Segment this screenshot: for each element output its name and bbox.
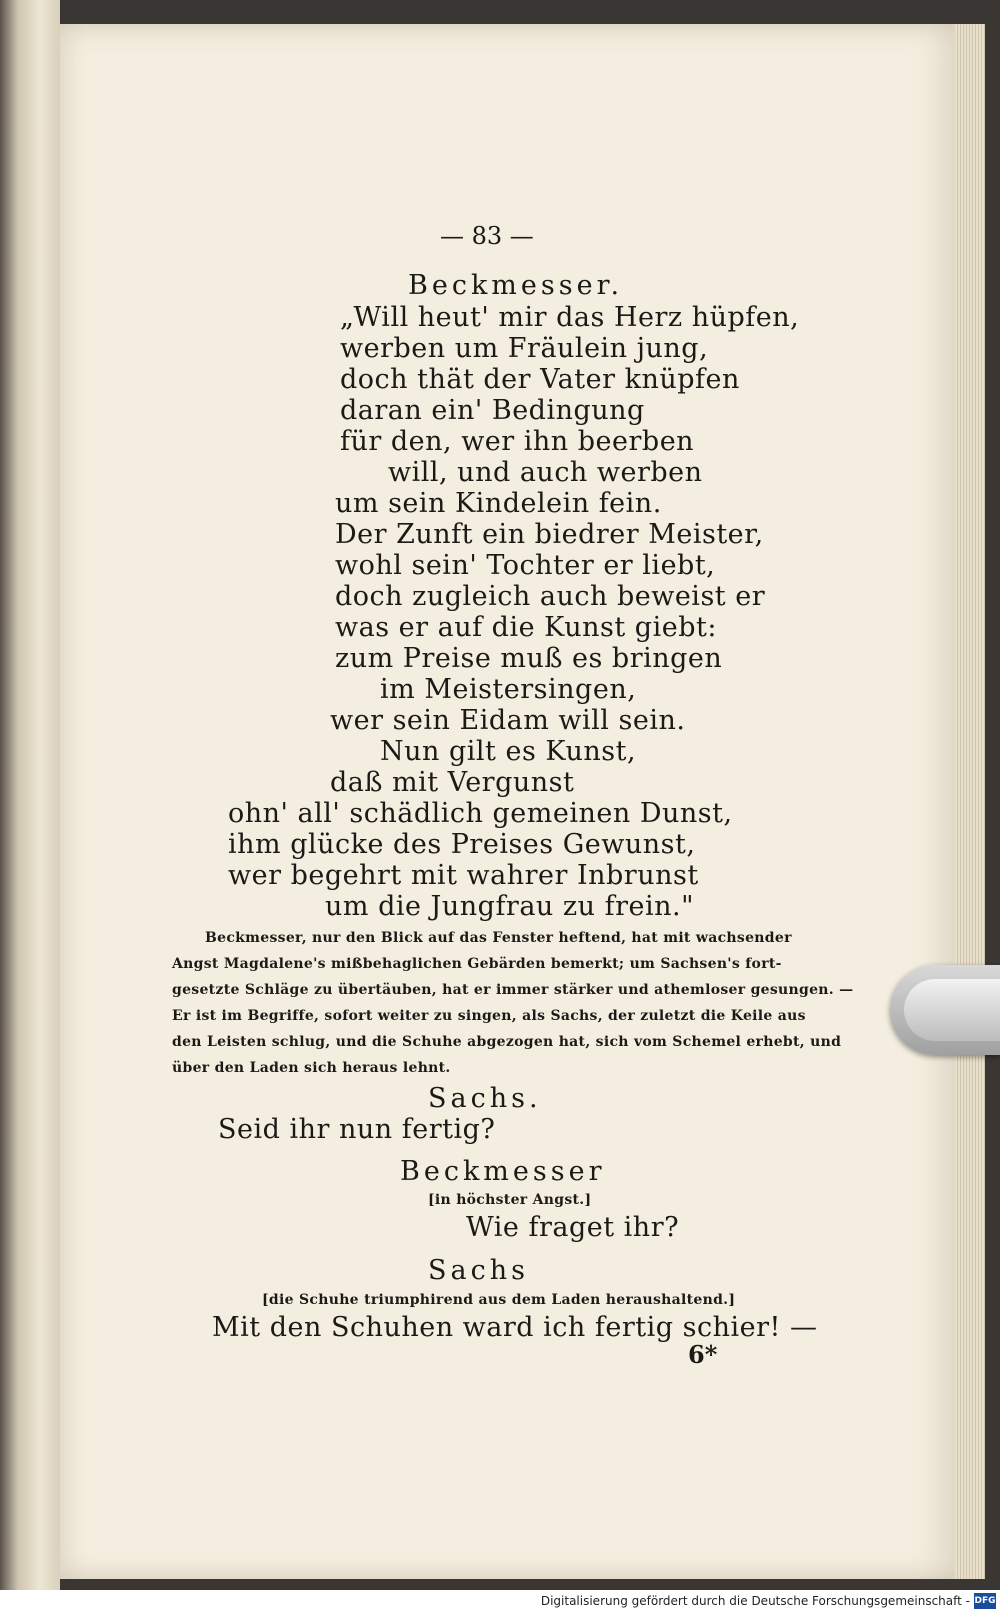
verse-line: zum Preise muß es bringen (335, 643, 723, 674)
verse-line: um die Jungfrau zu frein." (325, 891, 695, 922)
stage-direction-line: Beckmesser, nur den Blick auf das Fenster heftend, hat mit wachsender (205, 930, 792, 946)
dialogue-line: Seid ihr nun fertig? (218, 1114, 496, 1145)
stage-direction: [in höchster Angst.] (428, 1192, 592, 1208)
dialogue-line: Wie fraget ihr? (466, 1212, 680, 1243)
page-number: — 83 — (440, 222, 534, 250)
verse-line: wer sein Eidam will sein. (330, 705, 686, 736)
dialogue-line: Mit den Schuhen ward ich fertig schier! — (212, 1312, 818, 1343)
verse-line: daß mit Vergunst (330, 767, 575, 798)
stage-direction-line: Er ist im Begriffe, sofort weiter zu singen, als Sachs, der zuletzt die Keile aus (172, 1008, 806, 1024)
verse-line: „Will heut' mir das Herz hüpfen, (340, 302, 800, 333)
bookmark-clip (890, 965, 1000, 1055)
verse-line: um sein Kindelein fein. (335, 488, 662, 519)
stage-direction-line: gesetzte Schläge zu übertäuben, hat er immer stärker und athemloser gesungen. — (172, 982, 854, 998)
stage-direction: [die Schuhe triumphirend aus dem Laden heraushaltend.] (262, 1292, 736, 1308)
footer-bar (0, 1590, 1000, 1614)
stage-direction-line: über den Laden sich heraus lehnt. (172, 1060, 451, 1076)
verse-line: ohn' all' schädlich gemeinen Dunst, (228, 798, 733, 829)
speaker-beckmesser: Beckmesser (400, 1156, 606, 1187)
book-spine (0, 0, 60, 1614)
speaker-sachs: Sachs (428, 1255, 529, 1286)
verse-line: doch zugleich auch beweist er (335, 581, 766, 612)
verse-line: will, und auch werben (388, 457, 703, 488)
verse-line: wohl sein' Tochter er liebt, (335, 550, 716, 581)
verse-line: daran ein' Bedingung (340, 395, 645, 426)
speaker-sachs: Sachs. (428, 1083, 542, 1114)
dfg-logo-icon: DFG (974, 1593, 996, 1609)
signature-mark: 6* (688, 1340, 718, 1369)
stage-direction-line: den Leisten schlug, und die Schuhe abgezogen hat, sich vom Schemel erhebt, und (172, 1034, 842, 1050)
verse-line: werben um Fräulein jung, (340, 333, 709, 364)
verse-line: im Meistersingen, (380, 674, 637, 705)
stage-direction-line: Angst Magdalene's mißbehaglichen Gebärden bemerkt; um Sachsen's fort- (172, 956, 782, 972)
page-edges (955, 24, 985, 1579)
verse-line: wer begehrt mit wahrer Inbrunst (228, 860, 699, 891)
speaker-beckmesser: Beckmesser. (408, 270, 624, 301)
verse-line: Der Zunft ein biedrer Meister, (335, 519, 764, 550)
verse-line: für den, wer ihn beerben (340, 426, 695, 457)
verse-line: doch thät der Vater knüpfen (340, 364, 740, 395)
verse-line: was er auf die Kunst giebt: (335, 612, 717, 643)
verse-line: ihm glücke des Preises Gewunst, (228, 829, 696, 860)
verse-line: Nun gilt es Kunst, (380, 736, 637, 767)
footer-credit: Digitalisierung gefördert durch die Deutsche Forschungsgemeinschaft - (540, 1594, 970, 1608)
